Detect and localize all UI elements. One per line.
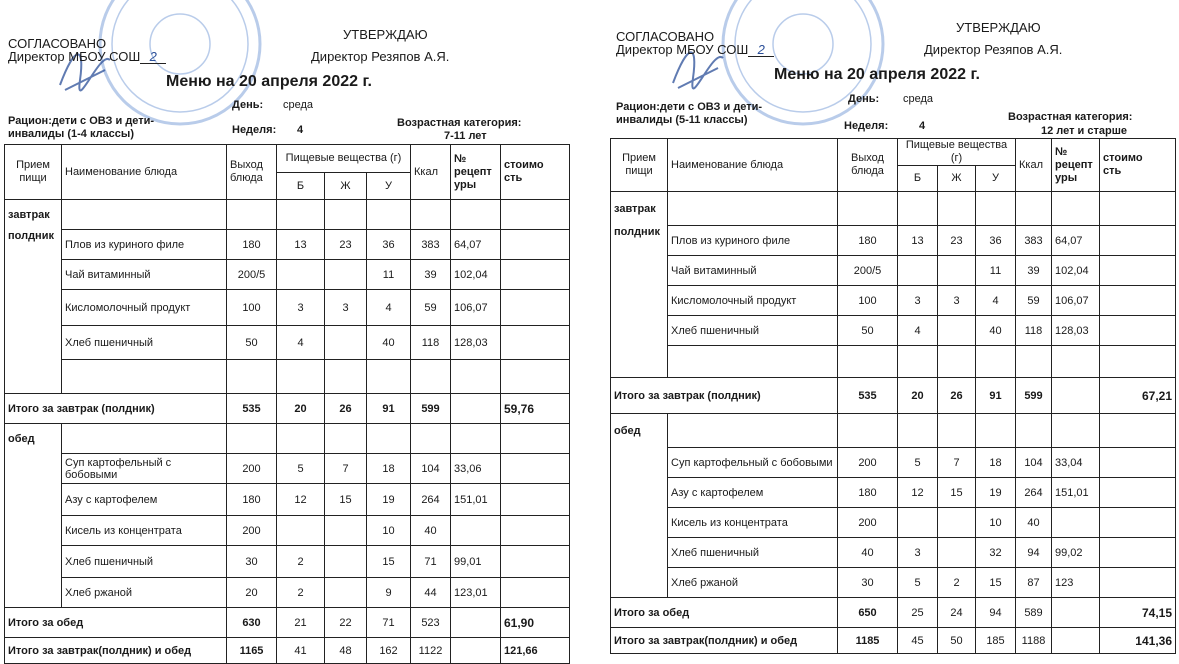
header-zh: Ж bbox=[938, 166, 976, 192]
table-row: Кисель из концентрата 200 10 40 bbox=[5, 516, 570, 546]
week-value: 4 bbox=[297, 124, 304, 136]
table-row: полдник Плов из куриного филе 180 13 23 36 383 64,07 bbox=[611, 226, 1176, 256]
age-label: Возрастная категория: bbox=[397, 117, 522, 129]
week-value: 4 bbox=[919, 120, 926, 132]
age-value: 7-11 лет bbox=[444, 130, 487, 142]
header-output: Выход блюда bbox=[838, 139, 898, 192]
approved-number: 2 bbox=[748, 43, 774, 57]
day-label: День: bbox=[232, 99, 264, 111]
approved-by: Директор МБОУ СОШ 2 bbox=[8, 50, 166, 64]
snack-label: полдник bbox=[611, 226, 668, 256]
page-title: Меню на 20 апреля 2022 г. bbox=[774, 66, 980, 83]
table-row: Хлеб пшеничный 50 4 40 118 128,03 bbox=[611, 316, 1176, 346]
breakfast-label: завтрак bbox=[5, 200, 62, 230]
approved-word: СОГЛАСОВАНО bbox=[616, 29, 715, 44]
header-dish: Наименование блюда bbox=[668, 139, 838, 192]
breakfast-label: завтрак bbox=[611, 192, 668, 226]
header-kcal: Ккал bbox=[1016, 139, 1052, 192]
header-dish: Наименование блюда bbox=[62, 145, 227, 200]
approved-word: СОГЛАСОВАНО bbox=[8, 36, 107, 51]
approved-by: Директор МБОУ СОШ 2 bbox=[616, 43, 774, 57]
lunch-label: обед bbox=[611, 414, 668, 448]
ration-line-1: Рацион:дети с ОВЗ и дети- bbox=[8, 115, 155, 127]
header-meal: Прием пищи bbox=[5, 145, 62, 200]
snack-label: полдник bbox=[5, 230, 62, 260]
week-label: Неделя: bbox=[232, 124, 277, 136]
header-recipe: № рецепт уры bbox=[1052, 139, 1100, 192]
table-row: Азу с картофелем 180 12 15 19 264 151,01 bbox=[611, 478, 1176, 508]
table-row: Суп картофельный с бобовыми 200 5 7 18 104 33,04 bbox=[611, 448, 1176, 478]
header-cost: стоимо сть bbox=[501, 145, 570, 200]
ration-line-2: инвалиды (1-4 классы) bbox=[8, 128, 134, 140]
ration-line-2: инвалиды (5-11 классы) bbox=[616, 114, 748, 126]
header-meal: Прием пищи bbox=[611, 139, 668, 192]
table-row: Чай витаминный 200/5 11 39 102,04 bbox=[5, 260, 570, 290]
breakfast-total-row: Итого за завтрак (полдник) 535 20 26 91 599 59,76 bbox=[5, 394, 570, 424]
confirm-word: УТВЕРЖДАЮ bbox=[343, 27, 428, 42]
table-row: Чай витаминный 200/5 11 39 102,04 bbox=[611, 256, 1176, 286]
page-title: Меню на 20 апреля 2022 г. bbox=[166, 73, 372, 90]
menu-sheet-left bbox=[0, 0, 572, 662]
ration-line-1: Рацион:дети с ОВЗ и дети- bbox=[616, 101, 763, 113]
confirm-word: УТВЕРЖДАЮ bbox=[956, 20, 1041, 35]
menu-table bbox=[4, 144, 570, 664]
round-stamp-seal bbox=[95, 0, 265, 132]
header-nutrients: Пищевые вещества (г) bbox=[277, 145, 411, 173]
header-recipe: № рецепт уры bbox=[451, 145, 501, 200]
menu-table bbox=[610, 138, 1176, 654]
header-nutrients: Пищевые вещества (г) bbox=[898, 139, 1016, 166]
table-row: Хлеб ржаной 20 2 9 44 123,01 bbox=[5, 578, 570, 608]
table-row: Хлеб пшеничный 40 3 32 94 99,02 bbox=[611, 538, 1176, 568]
header-kcal: Ккал bbox=[411, 145, 451, 200]
header-u: У bbox=[367, 173, 411, 200]
header-b: Б bbox=[277, 173, 325, 200]
grand-total-row: Итого за завтрак(полдник) и обед 1185 45 50 185 1188 141,36 bbox=[611, 628, 1176, 654]
table-row: Кисломолочный продукт 100 3 3 4 59 106,07 bbox=[611, 286, 1176, 316]
lunch-total-row: Итого за обед 650 25 24 94 589 74,15 bbox=[611, 598, 1176, 628]
header-u: У bbox=[976, 166, 1016, 192]
lunch-label: обед bbox=[5, 424, 62, 454]
lunch-total-row: Итого за обед 630 21 22 71 523 61,90 bbox=[5, 608, 570, 638]
table-row: Хлеб пшеничный 50 4 40 118 128,03 bbox=[5, 326, 570, 360]
age-label: Возрастная категория: bbox=[1008, 111, 1133, 123]
table-row: Азу с картофелем 180 12 15 19 264 151,01 bbox=[5, 484, 570, 516]
day-label: День: bbox=[848, 93, 880, 105]
table-row: полдник Плов из куриного филе 180 13 23 36 383 64,07 bbox=[5, 230, 570, 260]
age-value: 12 лет и старше bbox=[1041, 125, 1127, 137]
day-value: среда bbox=[283, 99, 314, 111]
header-zh: Ж bbox=[325, 173, 367, 200]
grand-total-row: Итого за завтрак(полдник) и обед 1165 41 48 162 1122 121,66 bbox=[5, 638, 570, 664]
day-value: среда bbox=[903, 93, 934, 105]
menu-sheet-right bbox=[608, 0, 1179, 662]
table-row: Хлеб ржаной 30 5 2 15 87 123 bbox=[611, 568, 1176, 598]
breakfast-total-row: Итого за завтрак (полдник) 535 20 26 91 599 67,21 bbox=[611, 378, 1176, 414]
header-output: Выход блюда bbox=[227, 145, 277, 200]
approved-number: 2 bbox=[140, 50, 166, 64]
header-cost: стоимо сть bbox=[1100, 139, 1176, 192]
table-row: Кисломолочный продукт 100 3 3 4 59 106,07 bbox=[5, 290, 570, 326]
table-row: Суп картофельный с бобовыми 200 5 7 18 104 33,06 bbox=[5, 454, 570, 484]
week-label: Неделя: bbox=[844, 120, 889, 132]
header-b: Б bbox=[898, 166, 938, 192]
table-row: Хлеб пшеничный 30 2 15 71 99,01 bbox=[5, 546, 570, 578]
confirm-by: Директор Резяпов А.Я. bbox=[311, 49, 450, 64]
confirm-by: Директор Резяпов А.Я. bbox=[924, 42, 1063, 57]
table-row: Кисель из концентрата 200 10 40 bbox=[611, 508, 1176, 538]
